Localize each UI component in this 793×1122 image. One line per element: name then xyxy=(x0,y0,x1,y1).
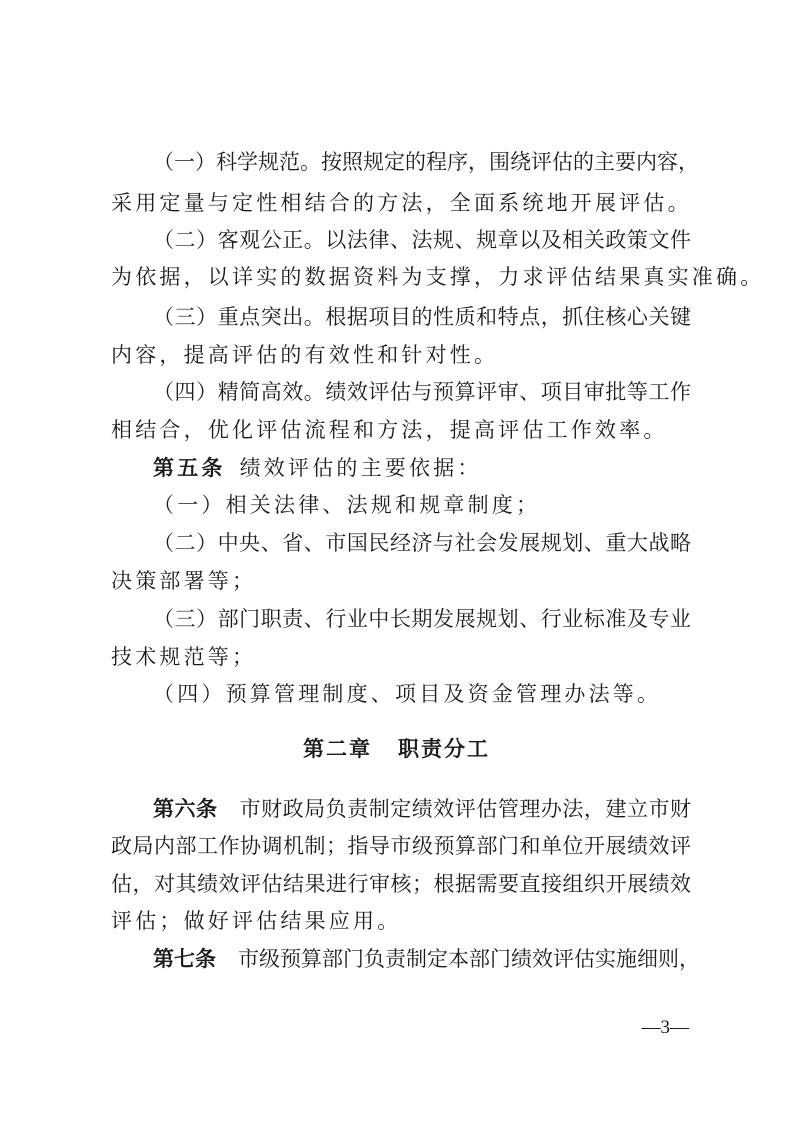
principle-2-line-2: 为依据，以详实的数据资料为支撑，力求评估结果真实准确。 xyxy=(111,265,765,289)
principle-3-line-2: 内容，提高评估的有效性和针对性。 xyxy=(111,343,499,367)
principle-1-line-2: 采用定量与定性相结合的方法，全面系统地开展评估。 xyxy=(111,191,692,215)
principle-2-line-1: （二）客观公正。以法律、法规、规章以及相关政策文件 xyxy=(153,228,691,252)
principle-1-line-1: （一）科学规范。按照规定的程序，围绕评估的主要内容， xyxy=(153,150,699,174)
principle-4-line-1: （四）精简高效。绩效评估与预算评审、项目审批等工作 xyxy=(153,380,691,404)
principle-3-line-1: （三）重点突出。根据项目的性质和特点，抓住核心关键 xyxy=(153,305,691,329)
chapter-title: 职责分工 xyxy=(398,737,490,761)
article-5-item-2-line-2: 决策部署等； xyxy=(111,569,257,593)
article-5-item-2-line-1: （二）中央、省、市国民经济与社会发展规划、重大战略 xyxy=(153,531,691,555)
article-6-line-4: 评估；做好评估结果应用。 xyxy=(111,909,402,933)
principle-4-line-2: 相结合，优化评估流程和方法，提高评估工作效率。 xyxy=(111,418,668,442)
article-5-label: 第五条 xyxy=(153,456,226,480)
article-7-first-line: 市级预算部门负责制定本部门绩效评估实施细则， xyxy=(238,947,700,971)
article-6-line-3: 估，对其绩效评估结果进行审核；根据需要直接组织开展绩效 xyxy=(111,872,691,896)
article-7-line-1 xyxy=(153,945,700,973)
article-5-item-3-line-1: （三）部门职责、行业中长期发展规划、行业标准及专业 xyxy=(153,607,691,631)
page-number: —3— xyxy=(641,1017,689,1038)
article-5-item-3-line-2: 技术规范等； xyxy=(111,645,257,669)
chapter-number: 第二章 xyxy=(303,737,372,761)
article-7-label: 第七条 xyxy=(153,947,216,971)
article-5-item-1: （一）相关法律、法规和规章制度； xyxy=(153,493,541,517)
article-5-text: 绩效评估的主要依据： xyxy=(239,456,482,480)
article-6-first-line: 市财政局负责制定绩效评估管理办法，建立市财 xyxy=(239,797,692,821)
article-6-line-2: 政局内部工作协调机制；指导市级预算部门和单位开展绩效评 xyxy=(111,834,691,858)
article-6-line-1 xyxy=(153,795,691,823)
article-6-label: 第六条 xyxy=(153,797,218,821)
article-5-heading xyxy=(153,454,691,482)
article-5-item-4: （四）预算管理制度、项目及资金管理办法等。 xyxy=(153,682,662,706)
chapter-heading xyxy=(0,735,793,763)
